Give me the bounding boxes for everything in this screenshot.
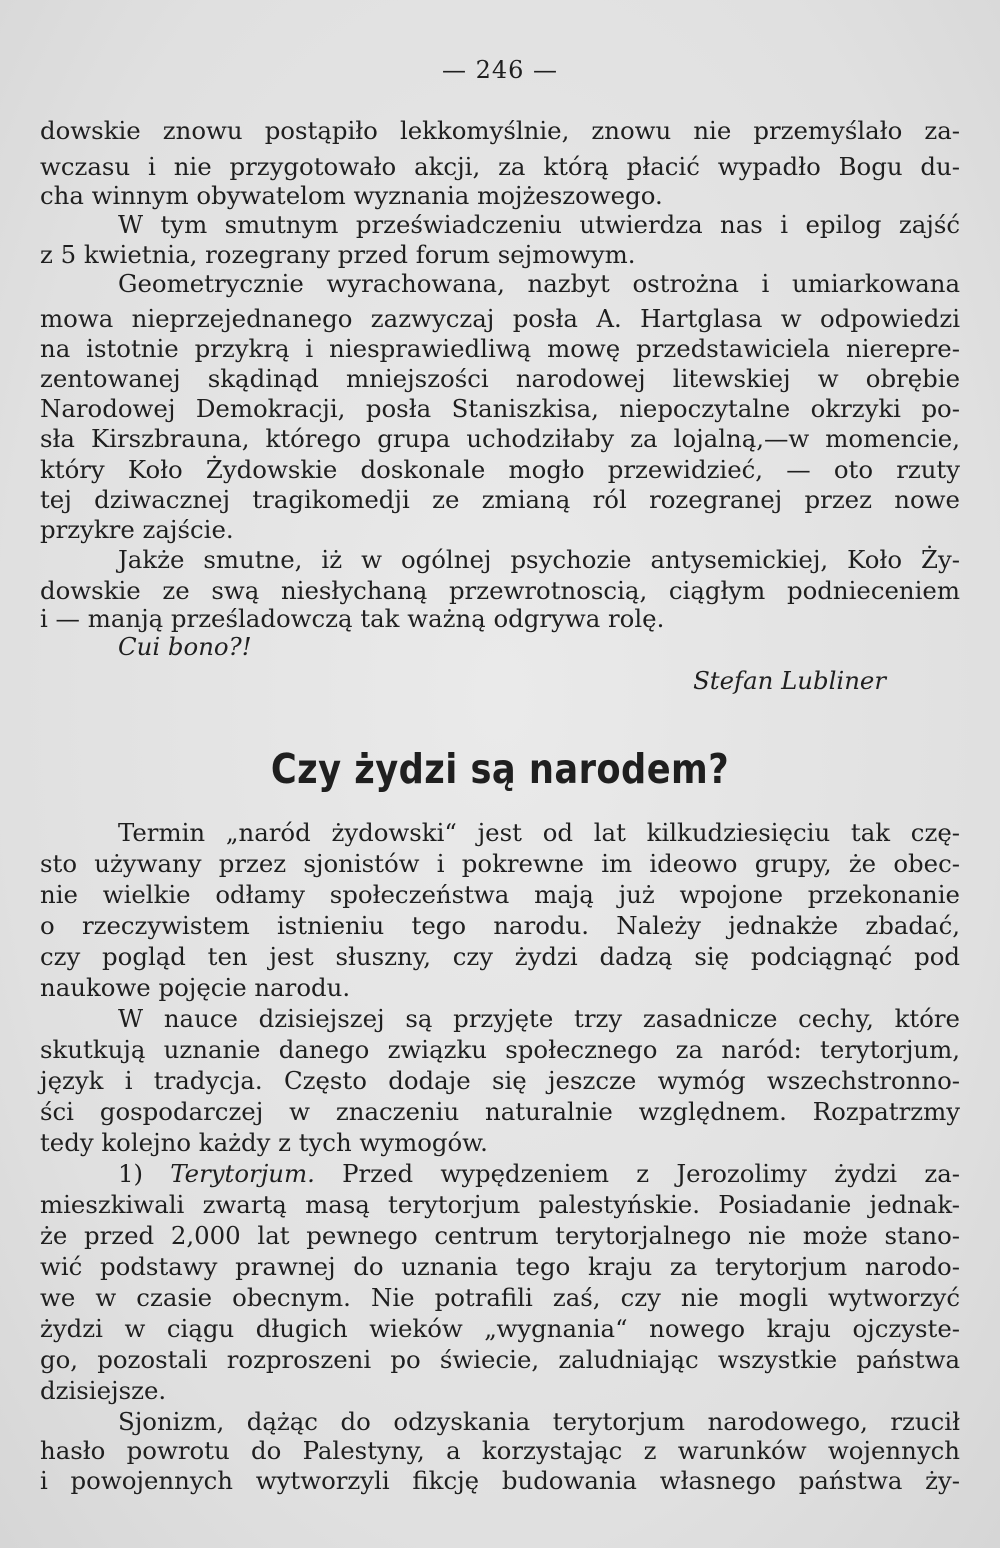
text-line: wić podstawy prawnej do uznania tego kraju za terytorjum narodo- <box>40 1252 960 1281</box>
section-text: Przed wypędzeniem z Jerozolimy żydzi za- <box>342 1159 960 1188</box>
text-line: o rzeczywistem istnieniu tego narodu. Należy jednakże zbadać, <box>40 911 960 940</box>
text-line: dowskie znowu postąpiło lekkomyślnie, znowu nie przemyślało za- <box>40 116 960 145</box>
text-line: Termin „naród żydowski“ jest od lat kilkudziesięciu tak czę- <box>118 818 960 847</box>
text-line: dowskie ze swą niesłychaną przewrotnoscią, ciągłym podnieceniem <box>40 576 960 605</box>
text-line: który Koło Żydowskie doskonale mogło przewidzieć, — oto rzuty <box>40 455 960 484</box>
text-line: W nauce dzisiejszej są przyjęte trzy zasadnicze cechy, które <box>118 1004 960 1033</box>
text-line: nie wielkie odłamy społeczeństwa mają już wpojone przekonanie <box>40 880 960 909</box>
text-line: hasło powrotu do Palestyny, a korzystając z warunków wojennych <box>40 1436 960 1465</box>
text-line: zentowanej skądinąd mniejszości narodowej litewskiej w obrębie <box>40 364 960 393</box>
text-line: dzisiejsze. <box>40 1376 167 1405</box>
text-line: sto używany przez sjonistów i pokrewne im ideowo grupy, że obec- <box>40 849 960 878</box>
text-line: go, pozostali rozproszeni po świecie, zaludniając wszystkie państwa <box>40 1345 960 1374</box>
text-line: we w czasie obecnym. Nie potrafili zaś, czy nie mogli wytworzyć <box>40 1283 960 1312</box>
text-line: tej dziwacznej tragikomedji ze zmianą ról rozegranej przez nowe <box>40 485 960 514</box>
section-number: 1) <box>118 1159 171 1188</box>
text-line: Geometrycznie wyrachowana, nazbyt ostrożna i umiarkowana <box>118 269 960 298</box>
text-line: cha winnym obywatelom wyznania mojżeszowego. <box>40 181 663 210</box>
text-line: czy pogląd ten jest słuszny, czy żydzi dadzą się podciągnąć pod <box>40 942 960 971</box>
text-line: i — manją prześladowczą tak ważną odgrywa rolę. <box>40 604 665 633</box>
text-line: z 5 kwietnia, rozegrany przed forum sejmowym. <box>40 240 636 269</box>
text-line: mieszkiwali zwartą masą terytorjum palestyńskie. Posiadanie jednak- <box>40 1190 960 1219</box>
text-line: Narodowej Demokracji, posła Staniszkisa, niepoczytalne okrzyki po- <box>40 394 960 423</box>
text-line: Sjonizm, dążąc do odzyskania terytorjum narodowego, rzucił <box>118 1407 960 1436</box>
text-line: skutkują uznanie danego związku społecznego za naród: terytorjum, <box>40 1035 960 1064</box>
text-line: tedy kolejno każdy z tych wymogów. <box>40 1128 488 1157</box>
text-line: i powojennych wytworzyli fikcję budowania własnego państwa ży- <box>40 1466 960 1495</box>
section-line <box>40 1159 960 1189</box>
author-signature: Stefan Lubliner <box>693 666 886 695</box>
text-line: język i tradycja. Często dodaje się jeszcze wymóg wszechstronno- <box>40 1066 960 1095</box>
text-line: ści gospodarczej w znaczeniu naturalnie względnem. Rozpatrzmy <box>40 1097 960 1126</box>
section-heading: Terytorjum. <box>170 1159 315 1188</box>
text-line: W tym smutnym przeświadczeniu utwierdza nas i epilog zajść <box>118 210 960 239</box>
text-line: naukowe pojęcie narodu. <box>40 973 351 1002</box>
text-line: żydzi w ciągu długich wieków „wygnania“ nowego kraju ojczyste- <box>40 1314 960 1343</box>
article-title: Czy żydzi są narodem? <box>270 745 730 793</box>
page-number: — 246 — <box>441 56 559 84</box>
closing-remark: Cui bono?! <box>118 632 252 661</box>
text-line: na istotnie przykrą i niesprawiedliwą mowę przedstawiciela nierepre- <box>40 334 960 363</box>
text-line: przykre zajście. <box>40 515 234 544</box>
text-line: wczasu i nie przygotowało akcji, za którą płacić wypadło Bogu du- <box>40 152 960 181</box>
text-line: że przed 2,000 lat pewnego centrum terytorjalnego nie może stano- <box>40 1221 960 1250</box>
text-line: sła Kirszbrauna, którego grupa uchodziłaby za lojalną,—w momencie, <box>40 424 960 453</box>
text-line: mowa nieprzejednanego zazwyczaj posła A. Hartglasa w odpowiedzi <box>40 304 960 333</box>
text-line: Jakże smutne, iż w ogólnej psychozie antysemickiej, Koło Ży- <box>118 545 960 574</box>
